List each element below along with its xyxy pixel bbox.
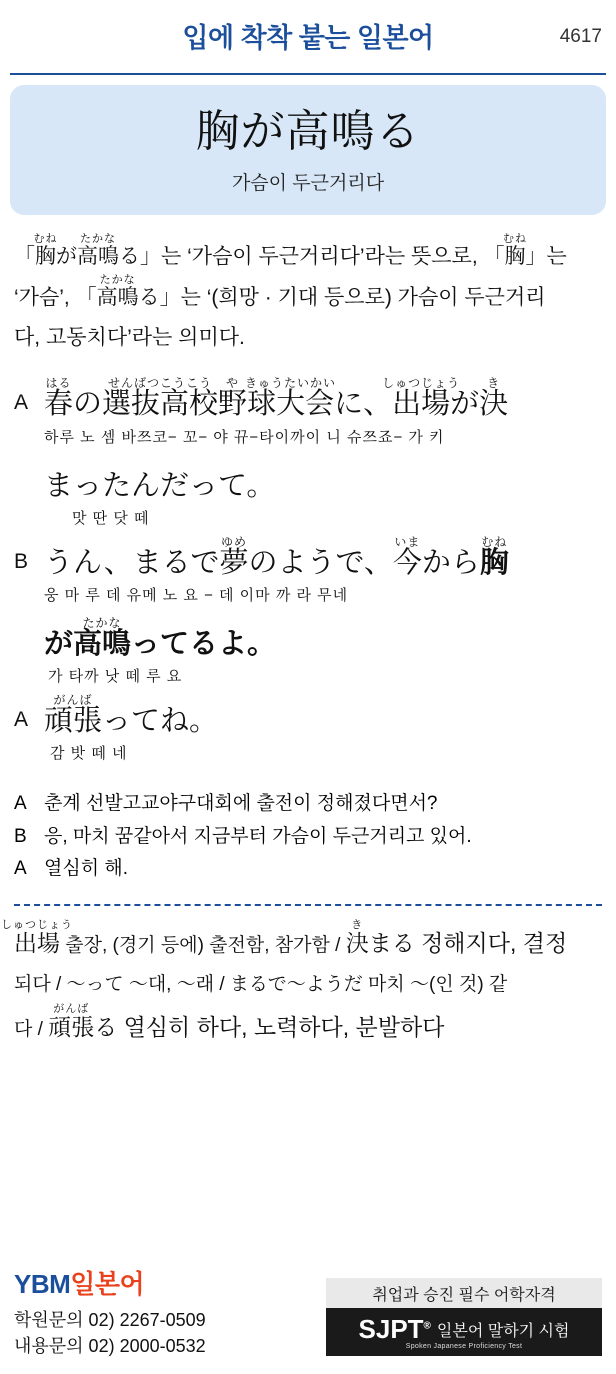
kanji: 球大会 [247, 388, 335, 421]
dialogue-body [14, 376, 602, 446]
furigana: ゆめ [220, 534, 247, 549]
dialogue-japanese [44, 615, 602, 664]
dialogue-section [14, 376, 602, 763]
kanji: 今 [392, 546, 422, 579]
furigana: き [351, 919, 364, 932]
ruby-takana-1 [77, 232, 119, 268]
sjpt-logo [359, 1314, 431, 1345]
contact-content: 내용문의 02) 2000-0532 [14, 1336, 206, 1357]
kanji: 夢 [219, 546, 249, 579]
page-number: 4617 [559, 26, 602, 47]
dialogue-line-b1 [14, 534, 602, 605]
speaker-label: A [14, 391, 29, 415]
ruby-mune-1 [33, 232, 58, 268]
explanation-text: る」는 ‘가슴이 두근거리다’라는 뜻으로, 「 [119, 244, 505, 268]
dialogue-romanization: 감 밧 떼 네 [50, 745, 128, 763]
ruby-senbatsukoukou [102, 376, 219, 421]
ruby-ima [392, 534, 422, 579]
ruby-takana-2 [96, 273, 139, 309]
ruby-ki-vocab [345, 919, 369, 957]
spacer [14, 686, 602, 702]
header-divider [10, 73, 606, 75]
kanji: 頑張 [44, 704, 103, 737]
registered-mark-icon: ® [423, 1320, 431, 1332]
furigana: きゅうたいかい [245, 376, 337, 391]
translation-row [14, 854, 602, 884]
translation-text: 응, 마치 꿈같아서 지금부터 가슴이 두근거리고 있어. [44, 825, 472, 847]
explanation-line-1 [14, 232, 602, 278]
dialogue-romanization: 하루 노 셈 바쯔코− 꼬− 야 뀨−타이까이 니 슈쯔죠− 가 키 [44, 428, 445, 446]
kana: ってね。 [102, 704, 219, 737]
explanation-line-3: 다, 고동치다’라는 의미다. [14, 326, 245, 350]
spacer [14, 451, 602, 467]
vocabulary-text: まる 정해지다, 결정 [368, 930, 568, 957]
ruby-yume [219, 534, 249, 579]
advertisement-banner[interactable] [326, 1278, 602, 1356]
vocabulary-line-3 [14, 1004, 602, 1050]
spacer [14, 528, 602, 544]
page-header [0, 0, 616, 65]
kanji: 胸 [35, 244, 56, 268]
kanji: 決 [345, 930, 369, 957]
brand-ybm: YBM [14, 1269, 71, 1299]
kanji: 決 [479, 388, 509, 421]
explanation-line-2 [14, 273, 602, 319]
kana: が [44, 627, 74, 660]
page-title: 입에 착착 붙는 일본어 [182, 23, 434, 53]
dialogue-body [14, 534, 602, 605]
ruby-kyuutaikai [245, 376, 337, 421]
contact-academy: 학원문의 02) 2267-0509 [14, 1310, 206, 1330]
furigana: がんば [53, 692, 93, 707]
dialogue-japanese [44, 692, 602, 741]
translation-row [14, 789, 602, 819]
kana: の [73, 388, 103, 421]
ruby-ganba [44, 692, 103, 737]
furigana: せんばつこうこう [108, 376, 213, 391]
brand-japanese: 일본어 [70, 1269, 145, 1299]
vocabulary-text: 출장, (경기 등에) 출전함, 참가함 / [60, 935, 346, 957]
kanji: 頑張 [48, 1014, 95, 1041]
ad-headline: 취업과 승진 필수 어학자격 [326, 1278, 602, 1308]
kanji: 出場 [392, 388, 451, 421]
ruby-ki [479, 376, 509, 421]
phrase-korean: 가슴이 두근거리다 [231, 172, 385, 194]
vocabulary-text: 다 / [14, 1019, 49, 1041]
furigana: たかな [99, 273, 136, 286]
ruby-shutsujou [382, 376, 461, 421]
speaker-label: A [14, 707, 29, 731]
dialogue-line-b1-continued [14, 615, 602, 686]
explanation-paragraph [14, 232, 602, 360]
kanji: 高鳴 [77, 244, 119, 268]
kana: のようで、 [248, 546, 393, 579]
furigana: がんば [53, 1003, 90, 1016]
explanation-text: ‘가슴’, 「 [14, 285, 97, 309]
ruby-ganba-vocab [48, 1003, 95, 1041]
furigana: たかな [80, 232, 116, 245]
speaker-label: A [14, 793, 27, 815]
section-divider [14, 904, 602, 906]
explanation-text: る」는 ‘(희망 · 기대 등으로) 가슴이 두근거리 [138, 285, 546, 309]
dialogue-japanese: まったんだって。 [44, 469, 276, 502]
kana: が [450, 388, 480, 421]
furigana: むね [503, 232, 528, 245]
dialogue-japanese [44, 376, 602, 424]
ad-subtitle: Spoken Japanese Proficiency Test [405, 1343, 523, 1350]
explanation-text: が [56, 244, 77, 268]
speaker-label: A [14, 857, 27, 879]
translation-row [14, 822, 602, 852]
kanji: 野 [218, 388, 248, 421]
page-footer [0, 1256, 616, 1374]
phrase-japanese: 胸が高鳴る [195, 107, 421, 156]
translation-text: 열심히 해. [44, 857, 128, 879]
furigana: むね [481, 534, 508, 549]
translation-text: 춘계 선발고교야구대회에 출전이 정해졌다면서? [44, 793, 438, 815]
kana: から [421, 546, 480, 579]
kana: ってるよ。 [131, 627, 277, 660]
ruby-takana-3 [73, 615, 132, 660]
ad-korean-text: 일본어 말하기 시험 [436, 1323, 570, 1340]
kanji: 胸 [504, 244, 526, 268]
furigana: たかな [82, 615, 122, 630]
sjpt-text: SJPT [358, 1314, 424, 1344]
translation-section [14, 789, 602, 884]
dialogue-japanese [44, 534, 602, 583]
kanji: 高鳴 [73, 627, 132, 660]
dialogue-body [14, 692, 602, 763]
kanji: 胸 [479, 546, 509, 579]
kanji: 春 [44, 388, 74, 421]
furigana: はる [45, 376, 72, 391]
furigana: き [487, 376, 501, 391]
ruby-mune-3 [479, 534, 509, 579]
ruby-mune-2 [503, 232, 528, 268]
kanji: 出場 [14, 930, 60, 957]
dialogue-romanization: 가 타까 낫 떼 루 요 [48, 667, 183, 685]
ad-body [326, 1308, 602, 1356]
furigana: や [226, 376, 240, 391]
kana: に、 [334, 388, 393, 421]
furigana: しゅつじょう [382, 376, 461, 391]
vocabulary-text: る 열심히 하다, 노력하다, 분발하다 [94, 1014, 445, 1041]
ruby-shutsujou-vocab [1, 919, 73, 957]
furigana: しゅつじょう [1, 919, 73, 932]
speaker-label: B [14, 549, 29, 573]
furigana: むね [33, 232, 58, 245]
kanji: 選抜高校 [102, 388, 219, 421]
dialogue-line-a1-continued [14, 467, 602, 528]
vocabulary-section [1, 919, 602, 1050]
kana: うん、まるで [44, 546, 220, 579]
dialogue-line-a1 [14, 376, 602, 446]
dialogue-romanization: 맛 딴 닷 떼 [72, 509, 150, 527]
ruby-ya [218, 376, 248, 421]
furigana: いま [394, 534, 421, 549]
kanji: 高鳴 [96, 285, 139, 309]
vocabulary-line-2: 되다 / 〜って 〜대, 〜래 / まるで〜ようだ 마치 〜(인 것) 같 [14, 974, 508, 996]
vocabulary-line-1 [1, 919, 602, 966]
explanation-text: 「 [14, 244, 35, 268]
phrase-card [10, 85, 606, 215]
speaker-label: B [14, 825, 27, 847]
explanation-text: 」는 [525, 244, 567, 268]
ruby-haru [44, 376, 74, 421]
dialogue-romanization: 웅 마 루 데 유메 노 요 − 데 이마 까 라 무네 [44, 586, 349, 604]
dialogue-line-a2 [14, 692, 602, 763]
